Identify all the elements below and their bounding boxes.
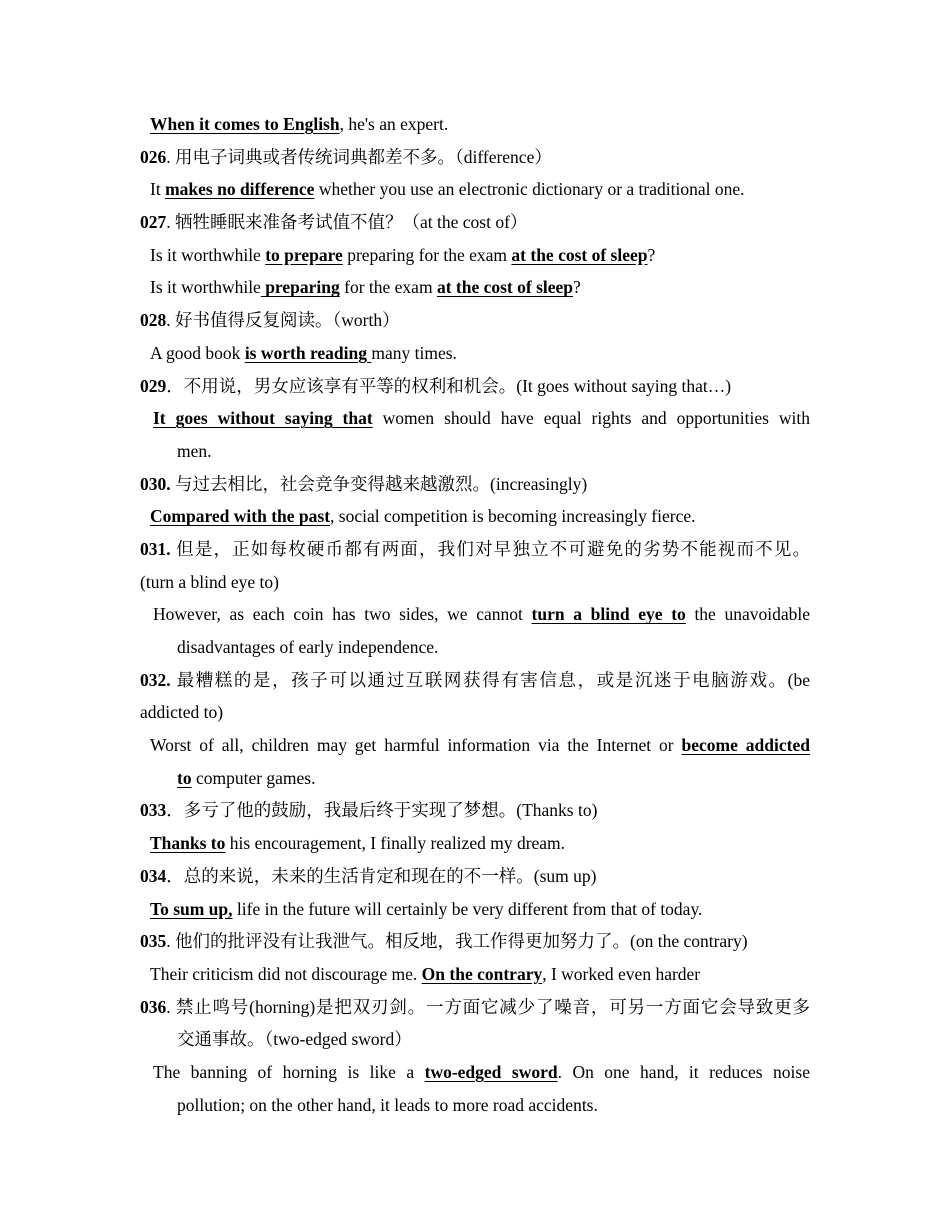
text-segment: ．不用说，男女应该享有平等的权利和机会。(It goes without saying that…) [166,375,732,396]
text-segment: ? [573,277,581,298]
underlined-phrase: preparing [260,277,340,298]
text-segment: , social competition is becoming increasingly fierce. [330,506,696,527]
text-segment: the unavoidable [685,604,810,625]
underlined-phrase: When it comes to English [150,114,340,134]
text-segment: , he's an expert. [339,114,449,134]
text-line [140,173,810,206]
text-segment: . 禁止鸣号(horning)是把双刃剑。一方面它减少了噪音，可另一方面它会导致更多 [166,996,810,1017]
text-line [140,729,810,762]
text-segment: computer games. [191,767,316,788]
item-number: 034 [140,865,167,886]
underlined-phrase: become addicted [681,735,810,756]
text-segment: However, as each coin has two sides, we cannot [153,604,532,625]
text-line [140,794,810,827]
text-line [140,1089,810,1122]
text-segment: for the exam [339,277,437,298]
item-number: 036 [140,996,167,1017]
text-segment: Is it worthwhile [150,277,261,298]
text-line [140,762,810,795]
text-line [140,533,810,566]
item-number: 029 [140,375,167,396]
text-segment: Is it worthwhile [150,244,266,265]
underlined-phrase: makes no difference [165,179,315,200]
document-body [140,108,810,1121]
underlined-phrase: turn a blind eye to [531,604,686,625]
text-line [140,141,810,174]
text-line [140,631,810,664]
text-segment: disadvantages of early independence. [177,637,439,657]
underlined-phrase: at the cost of sleep [511,244,648,265]
text-line [140,370,810,403]
text-segment: 但是，正如每枚硬币都有两面，我们对早独立不可避免的劣势不能视而不见。 [170,538,810,559]
underlined-phrase: to [177,767,192,788]
text-segment: his encouragement, I finally realized my dream. [225,833,566,854]
text-segment: 与过去相比，社会竞争变得越来越激烈。(increasingly) [170,473,588,494]
text-segment: men. [177,440,212,461]
underlined-phrase: It goes without saying that [153,408,373,429]
text-line [140,108,810,141]
underlined-phrase: to prepare [265,244,343,265]
item-number: 028 [140,310,167,331]
text-segment: (turn a blind eye to) [140,571,279,592]
underlined-phrase: is worth reading [244,342,372,363]
text-line [140,958,810,991]
text-line [140,827,810,860]
text-segment: A good book [150,342,245,363]
underlined-phrase: Thanks to [150,833,226,854]
text-segment: whether you use an electronic dictionary or a traditional one. [314,179,745,200]
text-line [140,566,810,599]
underlined-phrase: On the contrary [421,963,543,984]
text-segment: 交通事故。（two-edged sword） [177,1029,412,1050]
item-number: 026 [140,146,167,167]
text-segment: . On one hand, it reduces noise [557,1061,810,1082]
text-segment: It [150,179,166,200]
text-line [140,337,810,370]
text-segment: ．多亏了他的鼓励，我最后终于实现了梦想。(Thanks to) [166,800,598,821]
text-segment: Worst of all, children may get harmful information via the Internet or [150,735,682,756]
text-segment: . 用电子词典或者传统词典都差不多。（difference） [166,146,552,167]
text-segment: life in the future will certainly be very different from that of today. [232,898,703,919]
text-segment: many times. [371,342,457,363]
underlined-phrase: To sum up, [150,898,233,919]
text-line [140,991,810,1024]
text-line [140,664,810,697]
text-line [140,860,810,893]
item-number: 035 [140,931,167,952]
text-line [140,598,810,631]
text-segment: 最糟糕的是，孩子可以通过互联网获得有害信息，或是沉迷于电脑游戏。(be [170,669,810,690]
text-line [140,206,810,239]
text-segment: . 牺牲睡眠来准备考试值不值？（at the cost of） [166,212,528,233]
text-segment: ? [647,244,656,265]
underlined-phrase: at the cost of sleep [436,277,574,298]
text-line [140,435,810,468]
item-number: 031. [140,538,171,559]
text-line [140,1023,810,1056]
text-line [140,239,810,272]
text-line [140,893,810,926]
text-segment: ．总的来说，未来的生活肯定和现在的不一样。(sum up) [166,865,597,886]
text-segment: pollution; on the other hand, it leads to more road accidents. [177,1094,598,1115]
text-segment: Their criticism did not discourage me. [150,963,422,984]
text-segment: The banning of horning is like a [153,1061,425,1082]
text-line [140,468,810,501]
text-segment: . 好书值得反复阅读。（worth） [166,310,400,331]
text-line [140,500,810,533]
item-number: 033 [140,800,167,821]
text-line [140,271,810,304]
text-line [140,696,810,729]
text-line [140,925,810,958]
text-segment: women should have equal rights and opportunities with [372,408,810,429]
item-number: 030. [140,473,171,494]
text-segment: , I worked even harder [542,963,701,984]
underlined-phrase: Compared with the past [150,506,331,527]
underlined-phrase: two-edged sword [424,1061,558,1082]
text-line [140,304,810,337]
text-segment: . 他们的批评没有让我泄气。相反地，我工作得更加努力了。(on the contrary) [166,931,748,952]
text-segment: preparing for the exam [342,244,512,265]
text-segment: addicted to) [140,702,224,723]
text-line [140,1056,810,1089]
text-line [140,402,810,435]
item-number: 027 [140,212,167,233]
item-number: 032. [140,669,171,690]
